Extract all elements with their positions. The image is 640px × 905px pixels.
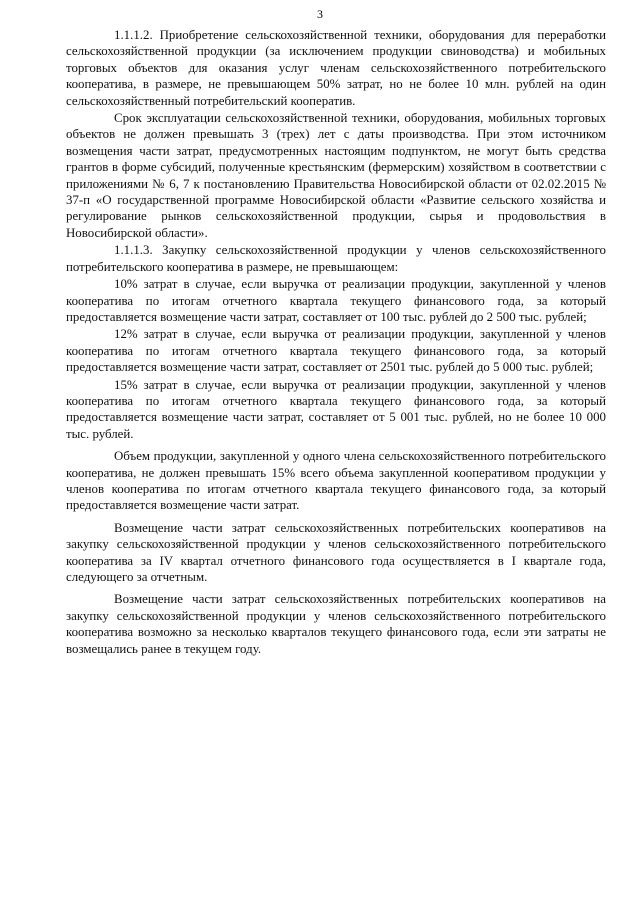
paragraph-1-1-1-2: 1.1.1.2. Приобретение сельскохозяйственной техники, оборудования для переработки сельскохозяйственной продукции (за исключением продукции свиноводства) и мобильных торговых объектов для оказания услуг членам сельскохозяйственного потребительского кооператива, в размере, не превышающем 50% затрат, но не более 10 млн. рублей на один сельскохозяйственный потребительский кооператив. [66, 28, 606, 108]
paragraph-rate-15-percent: 15% затрат в случае, если выручка от реализации продукции, закупленной у членов кооператива по итогам отчетного квартала текущего финансового года, за который предоставляется возмещение части затрат, составляет от 5 001 тыс. рублей, но не более 10 000 тыс. рублей. [66, 377, 606, 441]
document-body [66, 27, 606, 657]
page-number: 3 [317, 7, 323, 21]
paragraph-1-1-1-3: 1.1.1.3. Закупку сельскохозяйственной продукции у членов сельскохозяйственного потребительского кооператива в размере, не превышающем: [66, 243, 606, 274]
paragraph-volume-limit: Объем продукции, закупленной у одного члена сельскохозяйственного потребительского кооператива, не должен превышать 15% всего объема закупленной кооперативом продукции у членов кооператива по итогам отчетного квартала текущего финансового года, за который предоставляется возмещение части затрат. [66, 449, 606, 513]
paragraph-service-life: Срок эксплуатации сельскохозяйственной техники, оборудования, мобильных торговых объектов не должен превышать 3 (трех) лет с даты производства. При этом источником возмещения части затрат, предусмотренных настоящим подпунктом, не могут быть средства грантов в форме субсидий, полученные крестьянским (фермерским) хозяйством в соответствии с приложениями № 6, 7 к постановлению Правительства Новосибирской области от 02.02.2015 № 37-п «О государственной программе Новосибирской области «Развитие сельского хозяйства и регулирование рынков сельскохозяйственной продукции, сырья и продовольствия в Новосибирской области». [66, 111, 606, 240]
paragraph-multiple-quarters: Возмещение части затрат сельскохозяйственных потребительских кооперативов на закупку сельскохозяйственной продукции у членов сельскохозяйственного потребительского кооператива возможно за несколько кварталов текущего финансового года, если эти затраты не возмещались ранее в текущем году. [66, 592, 606, 656]
paragraph-rate-10-percent: 10% затрат в случае, если выручка от реализации продукции, закупленной у членов кооператива по итогам отчетного квартала текущего финансового года, за который предоставляется возмещение части затрат, составляет от 100 тыс. рублей до 2 500 тыс. рублей; [66, 277, 606, 324]
paragraph-fourth-quarter: Возмещение части затрат сельскохозяйственных потребительских кооперативов на закупку сельскохозяйственной продукции у членов сельскохозяйственного потребительского кооператива за IV квартал отчетного финансового года осуществляется в I квартале года, следующего за отчетным. [66, 520, 606, 584]
paragraph-rate-12-percent: 12% затрат в случае, если выручка от реализации продукции, закупленной у членов кооператива по итогам отчетного квартала текущего финансового года, за который предоставляется возмещение части затрат, составляет от 2501 тыс. рублей до 5 000 тыс. рублей; [66, 327, 606, 375]
